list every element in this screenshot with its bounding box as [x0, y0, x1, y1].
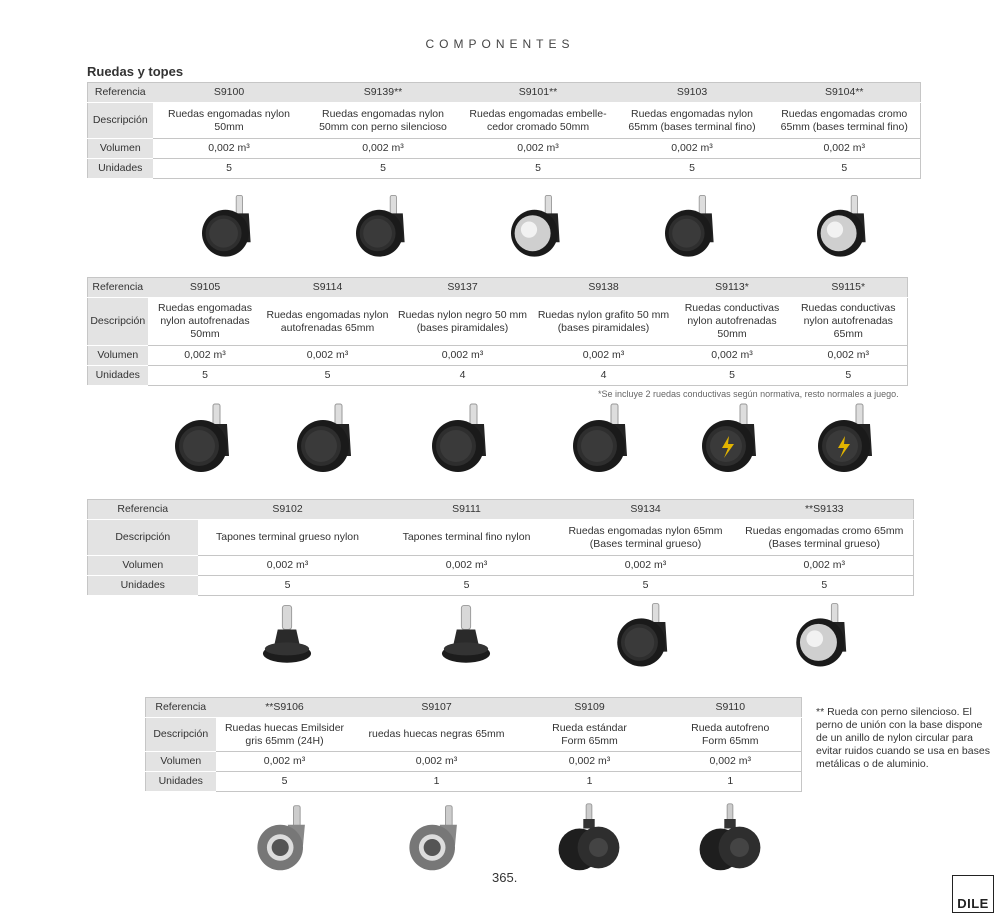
row-label-units: Unidades: [88, 576, 198, 596]
volume-cell: 0,002 m³: [198, 556, 378, 576]
caster-wheel-icon: [347, 190, 419, 267]
brand-logo-text: DILE: [957, 896, 989, 911]
conductive-caster-icon: [692, 398, 772, 483]
page-number: 365.: [492, 870, 518, 885]
description-cell: Ruedas engomadas embelle- cedor cromado 50mm: [461, 103, 616, 139]
description-cell: Ruedas engomadas nylon 50mm con perno silencioso: [306, 103, 461, 139]
row-label-ref: Referencia: [88, 500, 198, 520]
row-units: [146, 772, 802, 792]
spec-table-3: [87, 499, 914, 596]
row-label-ref: Referencia: [146, 698, 216, 718]
row-units: [88, 576, 914, 596]
description-cell: Ruedas engomadas nylon autofrenadas 65mm: [263, 298, 393, 346]
description-cell: ruedas huecas negras 65mm: [354, 718, 520, 752]
units-cell: 5: [153, 159, 306, 179]
brand-logo: [952, 875, 994, 913]
caster-wheel-icon: [422, 398, 502, 483]
units-cell: 5: [198, 576, 378, 596]
units-cell: 5: [378, 576, 556, 596]
conductive-caster-icon: [808, 398, 888, 483]
reference-cell: S9104**: [769, 83, 921, 103]
row-label-desc: Descripción: [146, 718, 216, 752]
row-units: [88, 366, 908, 386]
description-cell: Ruedas nylon grafito 50 mm (bases piramidales): [533, 298, 675, 346]
description-cell: Rueda autofreno Form 65mm: [660, 718, 802, 752]
units-cell: 4: [533, 366, 675, 386]
row-desc: [146, 718, 802, 752]
row-vol: [146, 752, 802, 772]
row-vol: [88, 139, 921, 159]
units-cell: 5: [616, 159, 769, 179]
row-ref: [88, 500, 914, 520]
reference-cell: S9105: [148, 278, 263, 298]
volume-cell: 0,002 m³: [263, 346, 393, 366]
description-cell: Ruedas nylon negro 50 mm (bases piramidales): [393, 298, 533, 346]
reference-cell: S9110: [660, 698, 802, 718]
units-cell: 5: [148, 366, 263, 386]
volume-cell: 0,002 m³: [153, 139, 306, 159]
spec-table-4: [145, 697, 802, 792]
volume-cell: 0,002 m³: [216, 752, 354, 772]
glide-cap-icon: [250, 598, 324, 677]
hollow-wheel-icon: [246, 800, 322, 881]
row-ref: [88, 83, 921, 103]
volume-cell: 0,002 m³: [378, 556, 556, 576]
description-cell: Ruedas engomadas nylon 50mm: [153, 103, 306, 139]
section-title: Ruedas y topes: [87, 64, 184, 79]
row-units: [88, 159, 921, 179]
volume-cell: 0,002 m³: [616, 139, 769, 159]
volume-cell: 0,002 m³: [148, 346, 263, 366]
spec-table-2: [87, 277, 908, 386]
reference-cell: S9101**: [461, 83, 616, 103]
description-cell: Ruedas conductivas nylon autofrenadas 50mm: [675, 298, 790, 346]
description-cell: Ruedas engomadas nylon 65mm (bases terminal fino): [616, 103, 769, 139]
volume-cell: 0,002 m³: [306, 139, 461, 159]
row-ref: [146, 698, 802, 718]
reference-cell: S9111: [378, 500, 556, 520]
reference-cell: S9107: [354, 698, 520, 718]
spec-table-1: [87, 82, 921, 179]
chrome-caster-icon: [787, 598, 861, 677]
units-cell: 5: [461, 159, 616, 179]
units-cell: 5: [216, 772, 354, 792]
caster-wheel-icon: [193, 190, 265, 267]
row-desc: [88, 298, 908, 346]
units-cell: 5: [736, 576, 914, 596]
row-desc: [88, 103, 921, 139]
volume-cell: 0,002 m³: [660, 752, 802, 772]
description-cell: Ruedas conductivas nylon autofrenadas 65mm: [790, 298, 908, 346]
row-desc: [88, 520, 914, 556]
twin-wheel-icon: [551, 800, 627, 881]
description-cell: Rueda estándar Form 65mm: [520, 718, 660, 752]
row-label-desc: Descripción: [88, 298, 148, 346]
reference-cell: S9134: [556, 500, 736, 520]
volume-cell: 0,002 m³: [556, 556, 736, 576]
reference-cell: S9103: [616, 83, 769, 103]
reference-cell: S9102: [198, 500, 378, 520]
description-cell: Ruedas engomadas cromo 65mm (Bases terminal grueso): [736, 520, 914, 556]
caster-wheel-icon: [287, 398, 367, 483]
volume-cell: 0,002 m³: [354, 752, 520, 772]
reference-cell: S9115*: [790, 278, 908, 298]
volume-cell: 0,002 m³: [769, 139, 921, 159]
volume-cell: 0,002 m³: [533, 346, 675, 366]
row-label-desc: Descripción: [88, 103, 153, 139]
row-label-vol: Volumen: [88, 556, 198, 576]
row-label-vol: Volumen: [146, 752, 216, 772]
chrome-caster-icon: [502, 190, 574, 267]
volume-cell: 0,002 m³: [675, 346, 790, 366]
volume-cell: 0,002 m³: [461, 139, 616, 159]
description-cell: Ruedas engomadas nylon autofrenadas 50mm: [148, 298, 263, 346]
reference-cell: S9114: [263, 278, 393, 298]
row-label-ref: Referencia: [88, 83, 153, 103]
glide-cap-icon: [429, 598, 503, 677]
units-cell: 4: [393, 366, 533, 386]
reference-cell: S9109: [520, 698, 660, 718]
row-label-ref: Referencia: [88, 278, 148, 298]
description-cell: Ruedas engomadas cromo 65mm (bases terminal fino): [769, 103, 921, 139]
reference-cell: S9113*: [675, 278, 790, 298]
units-cell: 5: [769, 159, 921, 179]
reference-cell: **S9106: [216, 698, 354, 718]
row-label-vol: Volumen: [88, 346, 148, 366]
row-label-units: Unidades: [146, 772, 216, 792]
caster-wheel-icon: [165, 398, 245, 483]
reference-cell: S9137: [393, 278, 533, 298]
description-cell: Tapones terminal fino nylon: [378, 520, 556, 556]
reference-cell: S9139**: [306, 83, 461, 103]
row-label-desc: Descripción: [88, 520, 198, 556]
volume-cell: 0,002 m³: [393, 346, 533, 366]
reference-cell: S9138: [533, 278, 675, 298]
units-cell: 5: [675, 366, 790, 386]
units-cell: 5: [306, 159, 461, 179]
row-label-units: Unidades: [88, 159, 153, 179]
description-cell: Tapones terminal grueso nylon: [198, 520, 378, 556]
description-cell: Ruedas engomadas nylon 65mm (Bases terminal grueso): [556, 520, 736, 556]
volume-cell: 0,002 m³: [790, 346, 908, 366]
description-cell: Ruedas huecas Emilsider gris 65mm (24H): [216, 718, 354, 752]
volume-cell: 0,002 m³: [736, 556, 914, 576]
row-label-units: Unidades: [88, 366, 148, 386]
row-vol: [88, 346, 908, 366]
units-cell: 5: [263, 366, 393, 386]
units-cell: 5: [556, 576, 736, 596]
table-footnote: *Se incluye 2 ruedas conductivas según normativa, resto normales a juego.: [598, 389, 899, 399]
units-cell: 1: [660, 772, 802, 792]
row-ref: [88, 278, 908, 298]
reference-cell: **S9133: [736, 500, 914, 520]
chrome-caster-icon: [808, 190, 880, 267]
hollow-wheel-icon: [398, 800, 474, 881]
caster-wheel-icon: [656, 190, 728, 267]
units-cell: 5: [790, 366, 908, 386]
units-cell: 1: [354, 772, 520, 792]
row-vol: [88, 556, 914, 576]
volume-cell: 0,002 m³: [520, 752, 660, 772]
side-note: ** Rueda con perno silencioso. El perno de unión con la base dispone de un anillo de nylon circular para evitar ruidos cuando se usa en bases metálicas o de aluminio.: [816, 706, 990, 770]
twin-wheel-icon: [692, 800, 768, 881]
caster-wheel-icon: [563, 398, 643, 483]
reference-cell: S9100: [153, 83, 306, 103]
row-label-vol: Volumen: [88, 139, 153, 159]
page-header: COMPONENTES: [425, 37, 575, 51]
caster-wheel-icon: [608, 598, 682, 677]
units-cell: 1: [520, 772, 660, 792]
